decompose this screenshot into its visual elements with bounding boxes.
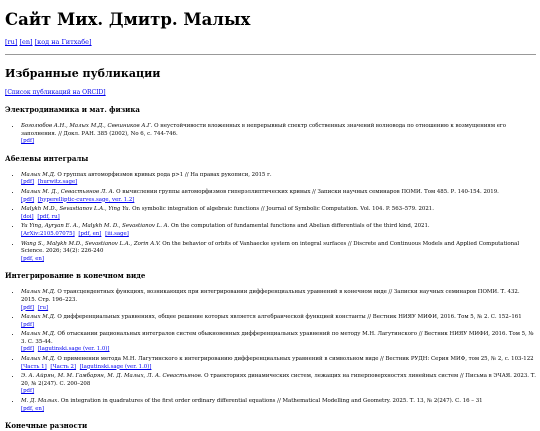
publication-links bbox=[21, 305, 536, 313]
language-bar bbox=[5, 38, 536, 47]
publication-link[interactable]: [hurwitz.sage] bbox=[37, 179, 78, 186]
publication-authors: Малых М.Д. bbox=[21, 331, 56, 338]
publication-item bbox=[21, 398, 536, 413]
publication-item bbox=[21, 289, 536, 312]
lang-ru-link[interactable]: [ru] bbox=[5, 38, 18, 46]
publication-citation: О дифференциальных уравнениях, общее решение которых является алгебраической функцией константы // Вестник НИЯУ МИФИ, 2016. Том 5, № 2. С. 152–161 bbox=[55, 314, 522, 321]
publication-link[interactable]: [Часть 2] bbox=[50, 363, 77, 370]
github-link[interactable]: [код на Гитхабе] bbox=[34, 38, 92, 46]
publication-authors: Малых М.Д. bbox=[21, 314, 56, 321]
publication-link[interactable]: [hyperelliptic-curves.sage, ver. 1.2] bbox=[37, 196, 135, 203]
publication-item bbox=[21, 241, 536, 264]
publication-citation: О применении метода М.Н. Лагутинского к интегрированию дифференциальных уравнений в символьном виде // Вестник РУДН: Серия МИФ, том 25, № 2, с. 103-122 bbox=[55, 356, 534, 363]
publication-citation: Об отыскании рациональных интегралов систем обыкновенных дифференциальных уравнений по методу М.Н. Лагутинского // Вестник НИЯУ МИФИ, 2016. Том 5, № 3. С. 35-44. bbox=[21, 331, 534, 345]
section-heading: Интегрирование в конечном виде bbox=[5, 271, 146, 281]
publication-item bbox=[21, 331, 536, 354]
publication-item bbox=[21, 206, 536, 221]
publication-citation: О траекториях динамических систем, лежащих на гиперповерхностях линейных систем // Письма в ЭЧАЯ. 2023. Т. 20, № 2(247). С. 200–208 bbox=[21, 373, 537, 387]
publication-link[interactable]: [pdf] bbox=[21, 388, 35, 395]
section-heading: Конечные разности bbox=[5, 421, 88, 431]
publication-links bbox=[21, 346, 536, 354]
publication-authors: Малых М.Д. bbox=[21, 356, 56, 363]
publication-link[interactable]: [pdf] bbox=[21, 321, 35, 328]
publication-authors: Малых М.Д. bbox=[21, 171, 56, 178]
publication-links bbox=[21, 197, 536, 205]
publication-citation: On the behavior of orbits of Vanhaecke system on integral surfaces // Discrete and Continuous Models and Applied Computational Science. 2026; 34(2): 226-240 bbox=[21, 240, 520, 255]
publication-sections bbox=[5, 105, 536, 431]
publication-link[interactable]: [pdf, ru] bbox=[37, 213, 60, 220]
publication-authors: Малых М.Д. bbox=[21, 289, 56, 296]
publication-link[interactable]: [pdf] bbox=[21, 346, 35, 353]
publication-link[interactable]: [ru] bbox=[37, 304, 49, 311]
publication-item bbox=[21, 189, 536, 204]
publication-item bbox=[21, 223, 536, 238]
page-title: Сайт Мих. Дмитр. Малых bbox=[5, 10, 251, 29]
publication-links bbox=[21, 406, 536, 414]
publication-authors: Боголюбов А.Н., Малых М.Д., Свешников А.Г. bbox=[21, 123, 153, 129]
publication-authors: Malykh M.D., Sevastianov L.A., Ying Yu. bbox=[21, 206, 131, 213]
publication-list bbox=[5, 123, 536, 146]
publication-citation: On integration in quadratures of the first order ordinary differential equations // Mathematical Modelling and Geometry. 2025. Т. 13, № 2(247). С. 16 – 31 bbox=[59, 398, 483, 405]
publication-link[interactable]: [pdf] bbox=[21, 304, 35, 311]
publication-authors: Малых М. Д., Севастьянов Л. А. bbox=[21, 188, 115, 195]
selected-publications-heading: Избранные публикации bbox=[5, 67, 161, 80]
publication-item bbox=[21, 123, 536, 146]
orcid-link[interactable]: [Список публикаций на ORCID] bbox=[5, 89, 106, 96]
publication-link[interactable]: [pdf, en] bbox=[78, 230, 102, 237]
lang-en-link[interactable]: [en] bbox=[19, 38, 33, 46]
publication-authors: Wang S., Malykh M.D., Sevastianov L.A., Zorin A.V. bbox=[21, 240, 161, 247]
publication-links bbox=[21, 256, 536, 264]
publication-list bbox=[5, 172, 536, 264]
publication-citation: О неустойчивости вложенных в непрерывный спектр собственных значений волновода по отношению к возмущениям его заполнения. // Докл. РАН. 385 (2002), No 6, с. 744-746. bbox=[21, 123, 507, 137]
publication-item bbox=[21, 356, 536, 371]
publication-link[interactable]: [doi] bbox=[21, 213, 34, 220]
publication-authors: М. Д. Малых. bbox=[21, 398, 60, 405]
publication-authors: Э. А. Айрян, М. М. Гамбарян, М. Д. Малых, Л. А. Севастьянов. bbox=[21, 373, 203, 380]
section-heading: Электродинамика и мат. физика bbox=[5, 105, 140, 114]
publication-citation: On the computation of fundamental functions and Abelian differentials of the third kind, 2021. bbox=[169, 223, 430, 230]
publication-citation: О вычислении группы автоморфизмов гиперэллиптических кривых // Записки научных семинаров ПОМИ. Том 485. Р. 140-154. 2019. bbox=[114, 188, 499, 195]
publication-link[interactable]: [pdf, en] bbox=[21, 405, 44, 412]
publication-links bbox=[21, 138, 536, 146]
publication-citation: О группах автоморфизмов кривых рода p>1 // На правах рукописи, 2015 г. bbox=[55, 171, 272, 178]
publication-link[interactable]: [pdf, en] bbox=[21, 255, 44, 262]
publication-link[interactable]: [Часть 1] bbox=[21, 363, 47, 370]
publication-citation: О трансцендентных функциях, возникающих при интегрировании дифференциальных уравнений в конечном виде // Записки научных семинаров ПОМИ. Т. 432. 2015. Стр. 196–223. bbox=[21, 289, 520, 303]
publication-link[interactable]: [pdf] bbox=[21, 196, 35, 203]
publication-link[interactable]: [pdf] bbox=[21, 138, 35, 145]
divider bbox=[5, 54, 536, 55]
publication-item bbox=[21, 373, 536, 396]
section-heading: Абелевы интегралы bbox=[5, 153, 89, 163]
publication-links bbox=[21, 322, 536, 330]
publication-list bbox=[5, 289, 536, 413]
publication-citation: On symbolic integration of algebraic functions // Journal of Symbolic Computation. Vol. 104. P. 563–579. 2021. bbox=[130, 206, 434, 213]
publication-link[interactable]: [lagutinski.sage (ver. 1.0)] bbox=[37, 346, 110, 353]
publication-links bbox=[21, 214, 536, 222]
publication-link[interactable]: [pdf] bbox=[21, 179, 35, 186]
publication-links bbox=[21, 231, 536, 239]
publication-links bbox=[21, 364, 536, 372]
publication-links bbox=[21, 179, 536, 187]
publication-item bbox=[21, 314, 536, 329]
publication-link[interactable]: [ArXiv:2105.07075] bbox=[21, 230, 75, 237]
publication-authors: Yu Ying, Ayryan E. A., Malykh M. D., Sevastianov L. A. bbox=[21, 223, 170, 230]
publication-link[interactable]: [iii.sage] bbox=[105, 230, 129, 237]
publication-item bbox=[21, 172, 536, 187]
publication-links bbox=[21, 388, 536, 396]
publication-link[interactable]: [lagutinski.sage (ver. 1.0)] bbox=[79, 363, 152, 370]
